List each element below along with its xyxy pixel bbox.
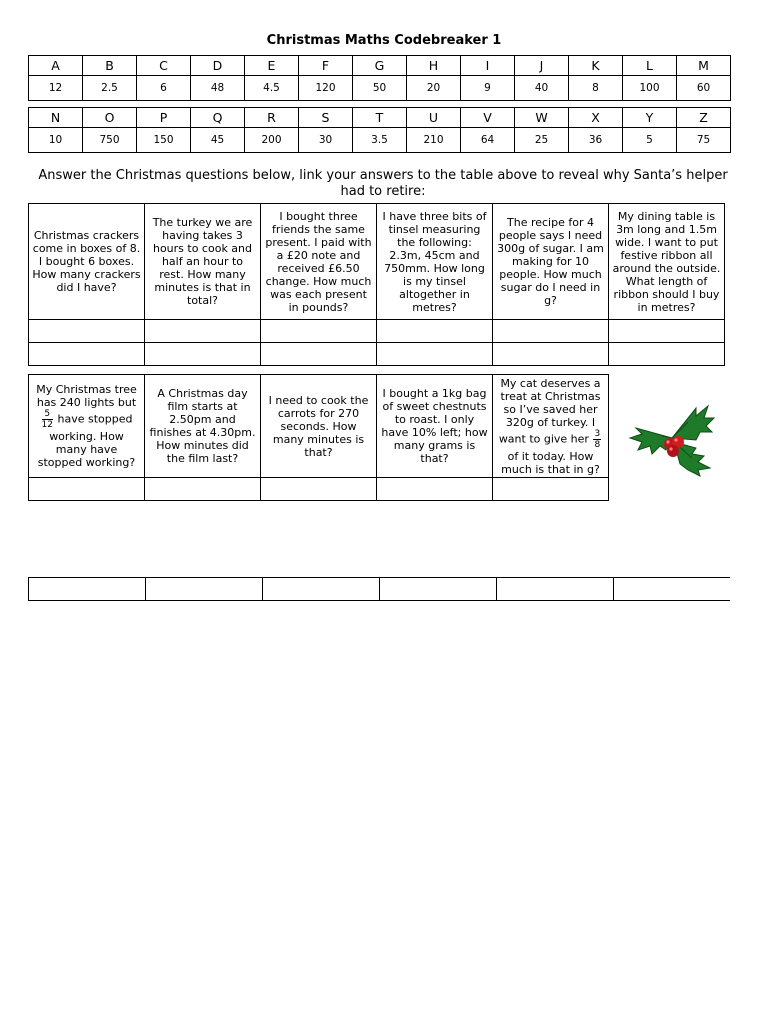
answer-strip (28, 577, 730, 601)
code-letter-d: D (191, 56, 245, 76)
code-value-m: 60 (677, 76, 731, 101)
message-cell[interactable] (380, 578, 497, 601)
code-value-h: 20 (407, 76, 461, 101)
code-value-x: 36 (569, 128, 623, 153)
question-ribbon: My dining table is 3m long and 1.5m wide. I want to put festive ribbon all around the outside. What length of ribbon should I buy in metres? (609, 204, 725, 320)
code-value-v: 64 (461, 128, 515, 153)
code-letter-cell[interactable] (609, 343, 725, 366)
code-letter-e: E (245, 56, 299, 76)
code-letter-cell[interactable] (493, 343, 609, 366)
question-cat-turkey: My cat deserves a treat at Christmas so I’ve saved her 320g of turkey. I want to give her $\frac{3}{8}$ of it today. How much is that in g? (493, 375, 609, 478)
holly-icon (626, 398, 718, 478)
code-letter-x: X (569, 108, 623, 128)
code-value-i: 9 (461, 76, 515, 101)
code-values-row (29, 76, 731, 101)
question-turkey: The turkey we are having takes 3 hours to cook and half an hour to rest. How many minutes is that in total? (145, 204, 261, 320)
code-letter-y: Y (623, 108, 677, 128)
answer-cell[interactable] (609, 320, 725, 343)
code-value-r: 200 (245, 128, 299, 153)
fraction: $\frac{3}{8}$ (594, 428, 601, 450)
question-chestnuts: I bought a 1kg bag of sweet chestnuts to roast. I only have 10% left; how many grams is that? (377, 375, 493, 478)
code-letter-l: L (623, 56, 677, 76)
code-letter-cell[interactable] (29, 343, 145, 366)
message-cell[interactable] (29, 578, 146, 601)
answer-cell[interactable] (145, 320, 261, 343)
code-value-g: 50 (353, 76, 407, 101)
code-value-q: 45 (191, 128, 245, 153)
code-letter-i: I (461, 56, 515, 76)
code-letter-h: H (407, 56, 461, 76)
answer-cell[interactable] (29, 320, 145, 343)
code-value-k: 8 (569, 76, 623, 101)
answer-cell[interactable] (261, 478, 377, 501)
code-letter-p: P (137, 108, 191, 128)
code-value-e: 4.5 (245, 76, 299, 101)
question-sugar: The recipe for 4 people says I need 300g of sugar. I am making for 10 people. How much sugar do I need in g? (493, 204, 609, 320)
code-letter-w: W (515, 108, 569, 128)
instructions: Answer the Christmas questions below, link your answers to the table above to reveal why Santa’s helper had to retire: (38, 168, 728, 199)
answer-cell[interactable] (377, 478, 493, 501)
code-letter-cell[interactable] (145, 343, 261, 366)
code-value-z: 75 (677, 128, 731, 153)
message-cell[interactable] (614, 578, 731, 601)
answer-cell[interactable] (261, 320, 377, 343)
code-letter-u: U (407, 108, 461, 128)
code-value-j: 40 (515, 76, 569, 101)
code-value-d: 48 (191, 76, 245, 101)
fraction: $\frac{5}{12}$ (41, 409, 53, 430)
code-letter-f: F (299, 56, 353, 76)
code-value-p: 150 (137, 128, 191, 153)
code-letter-t: T (353, 108, 407, 128)
code-value-l: 100 (623, 76, 677, 101)
code-letter-a: A (29, 56, 83, 76)
code-letter-n: N (29, 108, 83, 128)
code-value-n: 10 (29, 128, 83, 153)
answer-cell[interactable] (29, 478, 145, 501)
code-letter-j: J (515, 56, 569, 76)
code-letter-c: C (137, 56, 191, 76)
code-value-c: 6 (137, 76, 191, 101)
code-table-a-m (28, 55, 731, 101)
question-table-2 (28, 374, 609, 501)
page-title: Christmas Maths Codebreaker 1 (266, 33, 502, 48)
code-letter-z: Z (677, 108, 731, 128)
question-table-1 (28, 203, 725, 366)
code-letter-g: G (353, 56, 407, 76)
message-cell[interactable] (146, 578, 263, 601)
question-carrots: I need to cook the carrots for 270 seconds. How many minutes is that? (261, 375, 377, 478)
code-letter-q: Q (191, 108, 245, 128)
code-table-n-z (28, 107, 731, 153)
code-letter-r: R (245, 108, 299, 128)
code-letter-s: S (299, 108, 353, 128)
code-value-y: 5 (623, 128, 677, 153)
code-value-t: 3.5 (353, 128, 407, 153)
code-letters-row (29, 56, 731, 76)
message-cell[interactable] (263, 578, 380, 601)
question-crackers: Christmas crackers come in boxes of 8. I bought 6 boxes. How many crackers did I have? (29, 204, 145, 320)
code-value-b: 2.5 (83, 76, 137, 101)
code-value-w: 25 (515, 128, 569, 153)
message-cell[interactable] (497, 578, 614, 601)
answer-cell[interactable] (377, 320, 493, 343)
code-letters-row (29, 108, 731, 128)
question-tree-lights: My Christmas tree has 240 lights but $\frac{5}{12}$ have stopped working. How many have stopped working? (29, 375, 145, 478)
code-letter-b: B (83, 56, 137, 76)
code-values-row (29, 128, 731, 153)
code-value-a: 12 (29, 76, 83, 101)
question-presents: I bought three friends the same present. I paid with a £20 note and received £6.50 change. How much was each present in pounds? (261, 204, 377, 320)
answer-cell[interactable] (145, 478, 261, 501)
code-letter-cell[interactable] (377, 343, 493, 366)
answer-cell[interactable] (493, 320, 609, 343)
answer-cell[interactable] (493, 478, 609, 501)
code-letter-cell[interactable] (261, 343, 377, 366)
code-value-o: 750 (83, 128, 137, 153)
code-value-s: 30 (299, 128, 353, 153)
code-letter-m: M (677, 56, 731, 76)
question-tinsel: I have three bits of tinsel measuring the following: 2.3m, 45cm and 750mm. How long is my tinsel altogether in metres? (377, 204, 493, 320)
question-film: A Christmas day film starts at 2.50pm and finishes at 4.30pm. How minutes did the film last? (145, 375, 261, 478)
code-value-f: 120 (299, 76, 353, 101)
code-value-u: 210 (407, 128, 461, 153)
code-letter-k: K (569, 56, 623, 76)
code-letter-o: O (83, 108, 137, 128)
code-letter-v: V (461, 108, 515, 128)
